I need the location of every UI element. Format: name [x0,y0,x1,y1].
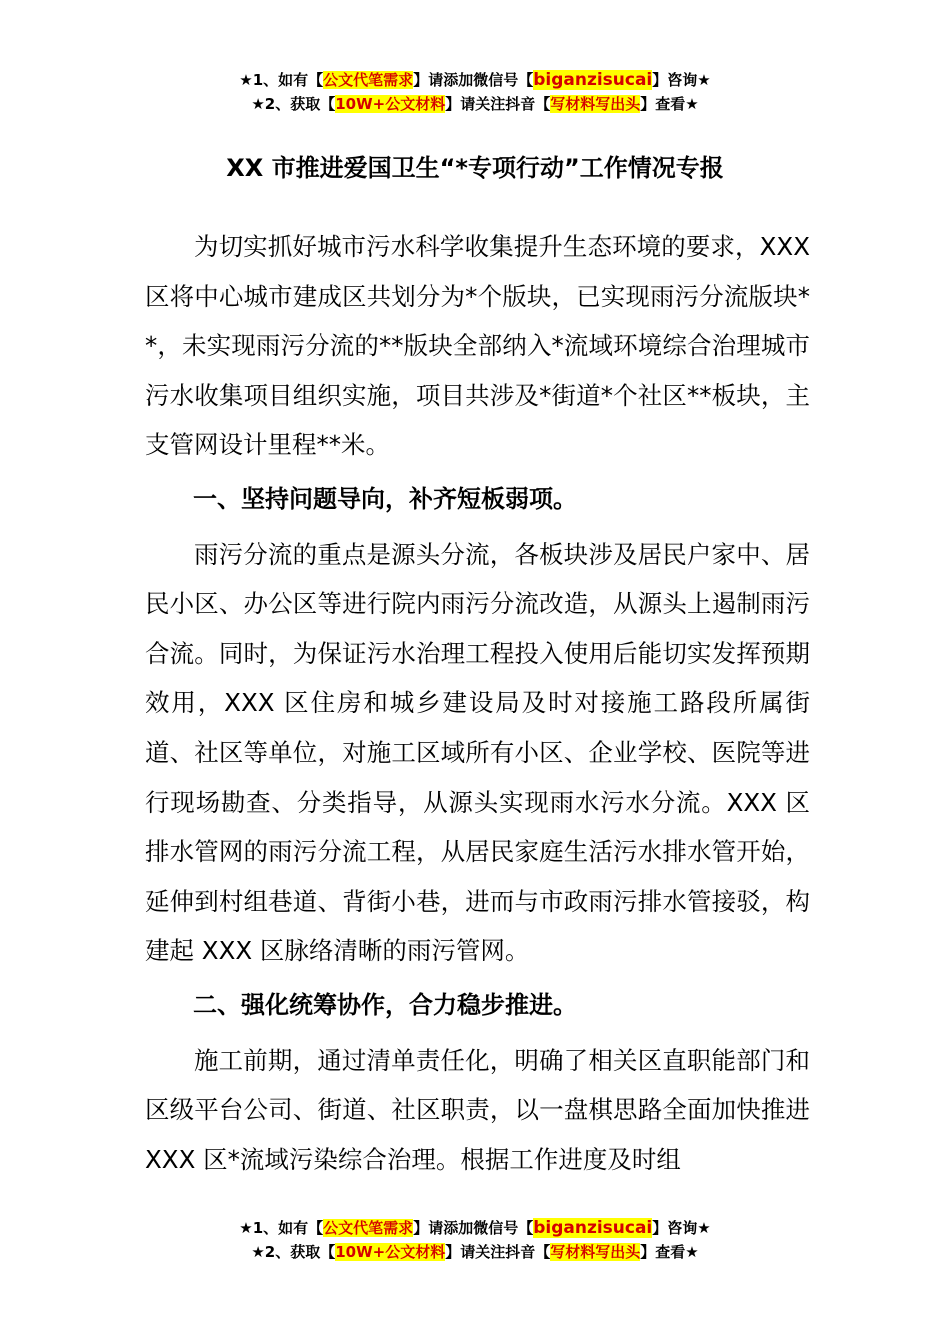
highlight-wechat-id: biganzisucai [533,70,653,90]
highlight-service: 公文代笔需求 [323,1219,414,1237]
highlight-materials: 10W+公文材料 [335,1243,446,1261]
highlight-materials: 10W+公文材料 [335,95,446,113]
promo-line-2: ★2、获取【10W+公文材料】请关注抖音【写材料写出头】查看★ [251,95,699,113]
document-body [145,222,810,1184]
section-2-heading: 二、强化统筹协作，合力稳步推进。 [193,990,577,1019]
highlight-douyin-account: 写材料写出头 [550,95,641,113]
section-1-heading: 一、坚持问题导向，补齐短板弱项。 [193,484,577,513]
promo-line-1: ★1、如有【公文代笔需求】请添加微信号【biganzisucai】咨询★ [239,70,711,90]
highlight-douyin-account: 写材料写出头 [550,1243,641,1261]
section-1-paragraph: 雨污分流的重点是源头分流，各板块涉及居民户家中、居民小区、办公区等进行院内雨污分流改造，从源头上遏制雨污合流。同时，为保证污水治理工程投入使用后能切实发挥预期效用，XXX 区住房和城乡建设局及时对接施工路段所属街道、社区等单位，对施工区域所有小区、企业学校、医院等进行现场勘查、分类指导，从源头实现雨水污水分流。XXX 区排水管网的雨污分流工程，从居民家庭生活污水排水管开始，延伸到村组巷道、背街小巷，进而与市政雨污排水管接驳，构建起 XXX 区脉络清晰的雨污管网。 [145,539,810,966]
intro-paragraph: 为切实抓好城市污水科学收集提升生态环境的要求，XXX 区将中心城市建成区共划分为*个版块，已实现雨污分流版块**，未实现雨污分流的**版块全部纳入*流域环境综合治理城市污水收集项目组织实施，项目共涉及*街道*个社区**板块，主支管网设计里程**米。 [145,232,810,460]
section-2-paragraph: 施工前期，通过清单责任化，明确了相关区直职能部门和区级平台公司、街道、社区职责，以一盘棋思路全面加快推进 XXX 区*流域污染综合治理。根据工作进度及时组 [145,1045,810,1174]
highlight-wechat-id: biganzisucai [533,1218,653,1238]
promo-line-1: ★1、如有【公文代笔需求】请添加微信号【biganzisucai】咨询★ [239,1218,711,1238]
promo-header [0,68,950,116]
promo-footer [0,1216,950,1264]
document-title: XX 市推进爱国卫生“*专项行动”工作情况专报 [226,154,724,182]
highlight-service: 公文代笔需求 [323,71,414,89]
promo-line-2: ★2、获取【10W+公文材料】请关注抖音【写材料写出头】查看★ [251,1243,699,1261]
